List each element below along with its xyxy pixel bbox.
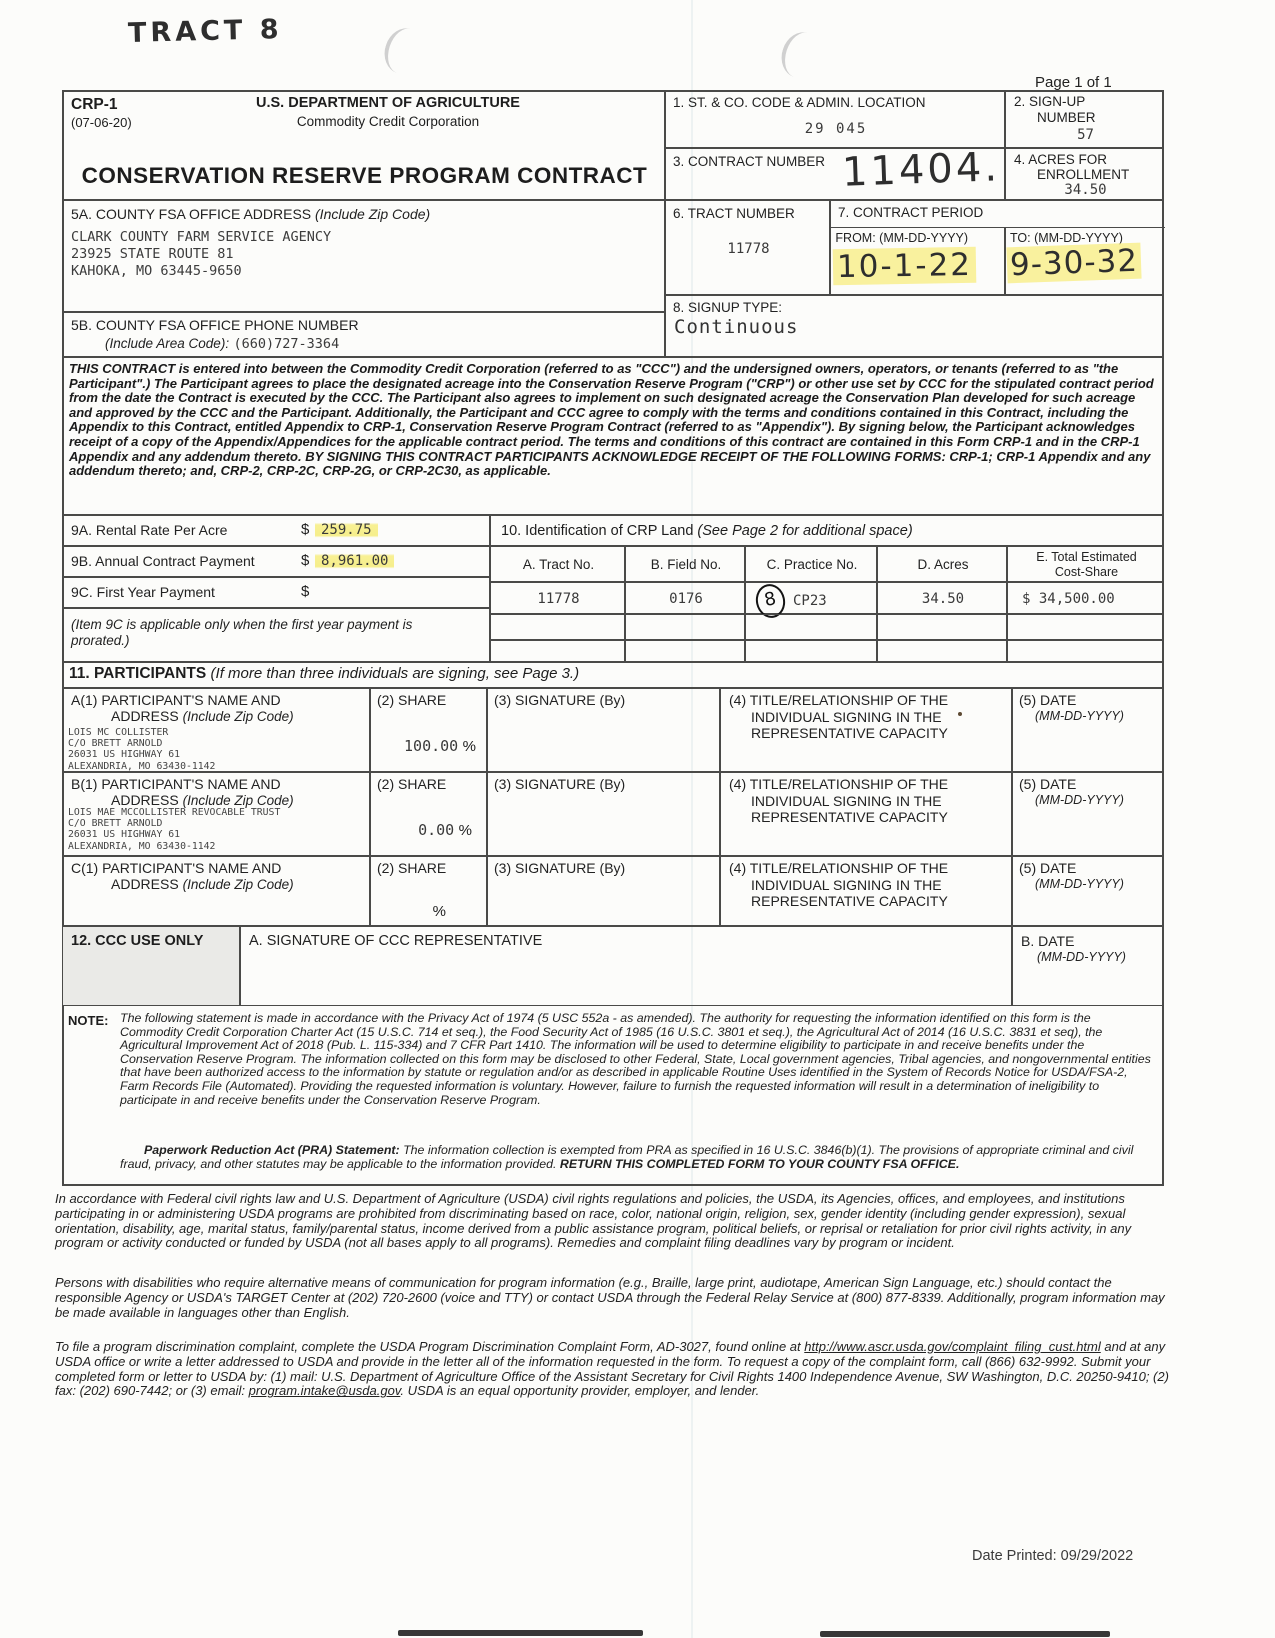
col-header-costshare-label2: Cost-Share	[1054, 565, 1119, 579]
participant-address-line: C/O BRETT ARNOLD	[68, 738, 163, 750]
form-revision-date: (07-06-20)	[71, 115, 132, 130]
field-st-co-code	[665, 90, 1005, 148]
ccc-use-only-label: 12. CCC USE ONLY	[71, 933, 204, 949]
ccc-signature-cell	[240, 926, 1012, 1006]
participant-a-share-cell	[370, 688, 487, 772]
crp-land-acres-value: 34.50	[921, 591, 965, 607]
date-label: (5) DATE	[1019, 860, 1077, 876]
field-5b-label: 5B. COUNTY FSA OFFICE PHONE NUMBER	[71, 317, 359, 333]
col-header-field	[625, 546, 745, 582]
currency-sign: $	[301, 521, 310, 538]
participant-b-title-cell	[720, 772, 1012, 856]
signature-label: (3) SIGNATURE (By)	[494, 692, 626, 708]
field-9a-label: 9A. Rental Rate Per Acre	[71, 522, 228, 538]
ccc-signature-label: A. SIGNATURE OF CCC REPRESENTATIVE	[249, 933, 543, 949]
fsa-address-line: KAHOKA, MO 63445-9650	[71, 263, 242, 279]
crp-land-practice-value: CP23	[793, 593, 827, 610]
field-9a-value: 259.75	[315, 522, 378, 538]
field-5a-label: 5A. COUNTY FSA OFFICE ADDRESS	[71, 206, 316, 222]
participant-address-label: ADDRESS	[111, 792, 183, 808]
section10-title: 10. Identification of CRP Land	[501, 523, 698, 539]
share-label: (2) SHARE	[377, 692, 447, 708]
section10-title-italic: (See Page 2 for additional space)	[697, 523, 913, 539]
participant-address-italic: (Include Zip Code)	[182, 793, 294, 808]
title-rel-line: REPRESENTATIVE CAPACITY	[751, 725, 948, 741]
field-acres-enrollment	[1005, 148, 1164, 200]
participant-address-line: 26031 US HIGHWAY 61	[68, 829, 181, 841]
participant-c-title-cell	[720, 856, 1012, 926]
crp-land-row-costshare	[1007, 582, 1164, 614]
field-contract-number-label: 3. CONTRACT NUMBER	[673, 154, 826, 169]
section11-header	[62, 662, 1164, 688]
col-header-practice	[745, 546, 877, 582]
participant-a-share-value: 100.00	[404, 737, 459, 755]
participant-b-prefix: B(1)	[71, 776, 98, 792]
field-9b-label: 9B. Annual Contract Payment	[71, 553, 255, 569]
percent-sign: %	[432, 903, 446, 920]
field-rental-rate	[62, 515, 490, 546]
complaint-text: . USDA is an equal opportunity provider, employer, and lender.	[400, 1383, 760, 1399]
complaint-text: and at any USDA office or write a letter addressed to USDA and provide in the letter all of the information requested in the form. To request a copy of the complaint form, call (866) 632-9992. Submit your completed form or letter to USDA by: (1) mail: U.S. Department of Agriculture Office of the Assistant Secretary for Civil Rights 1400 Independence Avenue, SW Washington, D.C. 20250-9410; (2) fax: (202) 690-7442; or (3) email:	[55, 1339, 1169, 1399]
section11-title-italic: (If more than three individuals are signing, see Page 3.)	[210, 665, 580, 682]
participant-address-label: ADDRESS	[111, 876, 183, 892]
col-header-tract-label: A. Tract No.	[522, 557, 595, 572]
note-label: NOTE:	[68, 1013, 109, 1028]
percent-sign: %	[462, 738, 476, 755]
crp-land-row-practice	[745, 582, 877, 614]
handwritten-date-from: 10-1-22	[833, 247, 977, 285]
note-text: The following statement is made in accordance with the Privacy Act of 1974 (5 USC 552a - as amended). The authority for requesting the information identified on this form is the Commodity Credit Corporation Charter Act (15 U.S.C. 714 et seq.), the Food Security Act of 1985 (16 U.S.C. 3801 et seq.), the Agricultural Act of 2014 (16 U.S.C. 3831 et seq), the Agricultural Improvement Act of 2018 (Pub. L. 115-334) and 7 CFR Part 1410. The information will be used to determine eligibility to participate in and receive benefits under the Conservation Reserve Program. The information collected on this form may be disclosed to other Federal, State, Local government agencies, Tribal agencies, and nongovernmental entities that have been authorized access to the information by statute or regulation and/or as described in applicable Routine Uses identified in the System of Records Notice for USDA/FSA-2, Farm Records File (Automated). Providing the requested information is voluntary. However, failure to furnish the requested information will result in a determination of ineligibility to participate in and receive benefits under the Conservation Reserve Program.	[120, 1011, 1151, 1107]
pra-text: The information collection is exempted from PRA as specified in 16 U.S.C. 3846(b)(1). The provisions of appropriate criminal and civil fraud, privacy, and other statutes may be applicable to the information provided.	[120, 1143, 1134, 1171]
participant-b-share-cell	[370, 772, 487, 856]
crp-land-empty-cell	[490, 640, 625, 662]
field-5b-label-italic: (Include Area Code):	[105, 336, 230, 351]
participant-b-date-cell	[1012, 772, 1164, 856]
field-period-to	[1004, 227, 1165, 296]
pra-label: Paperwork Reduction Act (PRA) Statement:	[144, 1143, 400, 1157]
participant-address-label: ADDRESS	[111, 708, 183, 724]
crp-land-empty-cell	[1007, 640, 1164, 662]
contract-terms-block	[62, 357, 1164, 515]
participant-a-prefix: A(1)	[71, 692, 98, 708]
field-contract-period	[830, 200, 1164, 295]
crp-land-field-value: 0176	[669, 591, 703, 607]
title-rel-line: INDIVIDUAL SIGNING IN THE	[751, 792, 942, 809]
participant-address-italic: (Include Zip Code)	[182, 709, 294, 724]
title-rel-line: (4) TITLE/RELATIONSHIP OF THE	[729, 860, 949, 876]
ccc-date-format: (MM-DD-YYYY)	[1037, 950, 1126, 964]
field-5a-label-italic: (Include Zip Code)	[315, 206, 431, 222]
participant-address-line: LOIS MAE MCCOLLISTER REVOCABLE TRUST	[68, 807, 281, 818]
fsa-address-line: CLARK COUNTY FARM SERVICE AGENCY	[71, 229, 332, 245]
crp-land-empty-cell	[625, 614, 745, 640]
field-9c-note-text: (Item 9C is applicable only when the first year payment is prorated.)	[71, 617, 413, 648]
field-st-co-code-label: 1. ST. & CO. CODE & ADMIN. LOCATION	[673, 95, 926, 110]
crp-land-empty-cell	[490, 614, 625, 640]
section10-header	[490, 515, 1164, 546]
participant-address-line: ALEXANDRIA, MO 63430-1142	[68, 840, 216, 852]
field-period-from-label: FROM: (MM-DD-YYYY)	[835, 231, 969, 245]
crp-land-empty-cell	[877, 614, 1007, 640]
complaint-text: To file a program discrimination complaint, complete the USDA Program Discrimination Complaint Form, AD-3027, found online at	[55, 1339, 805, 1354]
civil-rights-paragraph: In accordance with Federal civil rights law and U.S. Department of Agriculture (USDA) civil rights regulations and policies, the USDA, its Agencies, offices, and employees, and institutions participating in or administering USDA programs are prohibited from discriminating based on race, color, national origin, religion, sex, gender identity (including gender expression), sexual orientation, disability, age, marital status, family/parental status, income derived from a public assistance program, political beliefs, or reprisal or retaliation for prior civil rights activity, in any program or activity conducted or funded by USDA (not all bases apply to all programs). Remedies and complaint filing deadlines vary by program or incident.	[55, 1191, 1132, 1251]
participant-c-prefix: C(1)	[71, 860, 99, 876]
col-header-costshare	[1007, 546, 1164, 582]
title-rel-line: (4) TITLE/RELATIONSHIP OF THE	[729, 692, 949, 708]
field-first-year-payment	[62, 577, 490, 608]
field-tract-number	[665, 200, 830, 295]
date-format-label: (MM-DD-YYYY)	[1035, 877, 1124, 891]
crp-land-empty-cell	[1007, 614, 1164, 640]
field-5b-phone-value: (660)727-3364	[233, 336, 340, 352]
field-st-co-code-value: 29 045	[804, 121, 868, 137]
participant-a-title-cell	[720, 688, 1012, 772]
share-label: (2) SHARE	[377, 860, 447, 876]
crp-land-row-tract	[490, 582, 625, 614]
title-rel-line: (4) TITLE/RELATIONSHIP OF THE	[729, 776, 949, 792]
field-contract-number	[665, 144, 1005, 200]
scan-artifact-mark	[398, 1630, 643, 1636]
field-signup-number-label1: 2. SIGN-UP	[1014, 94, 1086, 109]
form-code: CRP-1	[71, 96, 118, 113]
crp-land-empty-cell	[877, 640, 1007, 662]
date-label: (5) DATE	[1019, 776, 1077, 792]
complaint-paragraph	[55, 1340, 1171, 1399]
col-header-field-label: B. Field No.	[650, 557, 722, 572]
ccc-date-cell	[1012, 926, 1164, 1006]
fsa-address-line: 23925 STATE ROUTE 81	[71, 246, 234, 262]
handwritten-circled-number: 8	[753, 581, 788, 620]
signature-label: (3) SIGNATURE (By)	[494, 860, 626, 876]
title-rel-line: INDIVIDUAL SIGNING IN THE	[751, 876, 942, 893]
field-acres-label1: 4. ACRES FOR	[1014, 152, 1108, 167]
field-tract-number-label: 6. TRACT NUMBER	[673, 206, 795, 221]
participant-c-name-cell	[62, 856, 370, 926]
tract-note-text: TRACT 8	[127, 13, 283, 50]
form-header-block	[62, 90, 665, 200]
agency-subname: Commodity Credit Corporation	[296, 114, 480, 129]
field-signup-number-value: 57	[1077, 127, 1094, 143]
contract-terms-text: THIS CONTRACT is entered into between the Commodity Credit Corporation (referred to as "CCC") and the undersigned owners, operators, or tenants (referred to as "the Participant".) The Participant agrees to place the designated acreage into the Conservation Reserve Program ("CRP") or other use set by CCC for the stipulated contract period from the date the Contract is executed by the CCC. The Participant also agrees to implement on such designated acreage the Conservation Plan developed for such acreage and approved by the CCC and the Participant. Additionally, the Participant and CCC agree to comply with the terms and conditions contained in this Contract, including the Appendix to this Contract, entitled Appendix to CRP-1, Conservation Reserve Program Contract (referred to as "Appendix"). By signing below, the Participant acknowledges receipt of a copy of the Appendix/Appendices for the applicable contract period. The terms and conditions of this contract are contained in this Form CRP-1 and in the CRP-1 Appendix and any addendum thereto. BY SIGNING THIS CONTRACT PARTICIPANTS ACKNOWLEDGE RECEIPT OF THE FOLLOWING FORMS: CRP-1; CRP-1 Appendix and any addendum thereto; and, CRP-2, CRP-2C, CRP-2G, or CRP-2C30, as applicable.	[69, 361, 1154, 479]
crp-land-row-acres	[877, 582, 1007, 614]
participant-a-name-cell	[62, 688, 370, 772]
field-9c-label: 9C. First Year Payment	[71, 584, 215, 600]
scan-artifact-mark	[820, 1631, 1110, 1637]
participant-address-line: 26031 US HIGHWAY 61	[68, 749, 181, 761]
agency-name: U.S. DEPARTMENT OF AGRICULTURE	[256, 95, 520, 111]
date-printed-label: Date Printed: 09/29/2022	[972, 1548, 1134, 1564]
participant-c-share-cell	[370, 856, 487, 926]
col-header-tract	[490, 546, 625, 582]
page-number-label: Page 1 of 1	[1035, 74, 1112, 91]
date-format-label: (MM-DD-YYYY)	[1035, 709, 1124, 723]
field-fsa-office-address	[62, 200, 665, 312]
participant-b-signature-cell	[487, 772, 720, 856]
field-period-to-label: TO: (MM-DD-YYYY)	[1010, 231, 1123, 245]
col-header-acres-label: D. Acres	[917, 557, 969, 572]
participant-b-share-value: 0.00	[418, 821, 455, 839]
date-label: (5) DATE	[1019, 692, 1077, 708]
field-contract-period-label: 7. CONTRACT PERIOD	[838, 205, 984, 220]
field-signup-type	[665, 295, 1164, 357]
handwritten-contract-number: 11404.	[841, 144, 1001, 196]
field-9c-note	[62, 608, 490, 662]
participant-c-date-cell	[1012, 856, 1164, 926]
crp-land-empty-cell	[745, 640, 877, 662]
pra-return-instruction: RETURN THIS COMPLETED FORM TO YOUR COUNTY FSA OFFICE.	[559, 1156, 960, 1171]
section11-title: 11. PARTICIPANTS	[69, 665, 211, 682]
title-rel-line: INDIVIDUAL SIGNING IN THE	[751, 708, 942, 725]
signature-label: (3) SIGNATURE (By)	[494, 776, 626, 792]
currency-sign: $	[301, 552, 310, 569]
field-acres-label2: ENROLLMENT	[1037, 167, 1130, 182]
col-header-costshare-label1: E. Total Estimated	[1036, 550, 1137, 564]
participant-name-label: PARTICIPANT'S NAME AND	[97, 692, 281, 708]
crp-land-row-field	[625, 582, 745, 614]
ccc-date-label: B. DATE	[1021, 933, 1075, 949]
field-signup-type-label: 8. SIGNUP TYPE:	[673, 300, 783, 315]
privacy-note-block	[62, 1006, 1164, 1186]
share-label: (2) SHARE	[377, 776, 447, 792]
participant-address-italic: (Include Zip Code)	[182, 877, 294, 892]
complaint-email-link: program.intake@usda.gov	[248, 1383, 401, 1399]
field-signup-type-value: Continuous	[674, 316, 799, 338]
ccc-use-only-cell	[62, 926, 240, 1006]
field-9b-value: 8,961.00	[315, 553, 394, 569]
field-tract-number-value: 11778	[727, 241, 770, 257]
field-signup-number	[1005, 90, 1164, 148]
participant-address-line: ALEXANDRIA, MO 63430-1142	[68, 760, 216, 772]
crp-land-empty-cell	[745, 614, 877, 640]
field-fsa-office-phone	[62, 312, 665, 357]
col-header-practice-label: C. Practice No.	[766, 557, 858, 572]
form-title: CONSERVATION RESERVE PROGRAM CONTRACT	[81, 163, 648, 188]
date-format-label: (MM-DD-YYYY)	[1035, 793, 1124, 807]
title-rel-line: REPRESENTATIVE CAPACITY	[751, 809, 948, 825]
participant-address-line: LOIS MC COLLISTER	[68, 727, 169, 738]
participant-a-signature-cell	[487, 688, 720, 772]
participant-b-name-cell	[62, 772, 370, 856]
participant-a-date-cell	[1012, 688, 1164, 772]
handwritten-date-to: 9-30-32	[1006, 243, 1141, 284]
participant-c-signature-cell	[487, 856, 720, 926]
field-period-from	[829, 227, 1006, 296]
currency-sign: $	[301, 583, 310, 600]
participant-name-label: PARTICIPANT'S NAME AND	[98, 860, 282, 876]
complaint-form-link: http://www.ascr.usda.gov/complaint_filing_cust.html	[804, 1339, 1101, 1354]
crp-land-costshare-value: $ 34,500.00	[1022, 591, 1115, 607]
field-annual-payment	[62, 546, 490, 577]
scan-artifact-curve	[379, 23, 429, 78]
participant-name-label: PARTICIPANT'S NAME AND	[97, 776, 281, 792]
crp-land-empty-cell	[625, 640, 745, 662]
handwritten-tract-note	[128, 14, 283, 49]
field-signup-number-label2: NUMBER	[1037, 110, 1096, 125]
percent-sign: %	[458, 822, 472, 839]
scan-artifact-curve	[776, 27, 826, 82]
disabilities-paragraph: Persons with disabilities who require alternative means of communication for program information (e.g., Braille, large print, audiotape, American Sign Language, etc.) should contact the responsible Agency or USDA's TARGET Center at (202) 720-2600 (voice and TTY) or contact USDA through the Federal Relay Service at (800) 877-8339. Additionally, program information may be made available in languages other than English.	[55, 1275, 1165, 1320]
participant-address-line: C/O BRETT ARNOLD	[68, 818, 163, 830]
title-rel-line: REPRESENTATIVE CAPACITY	[751, 893, 948, 909]
col-header-acres	[877, 546, 1007, 582]
crp-land-tract-value: 11778	[537, 591, 580, 607]
field-acres-value: 34.50	[1064, 182, 1107, 198]
